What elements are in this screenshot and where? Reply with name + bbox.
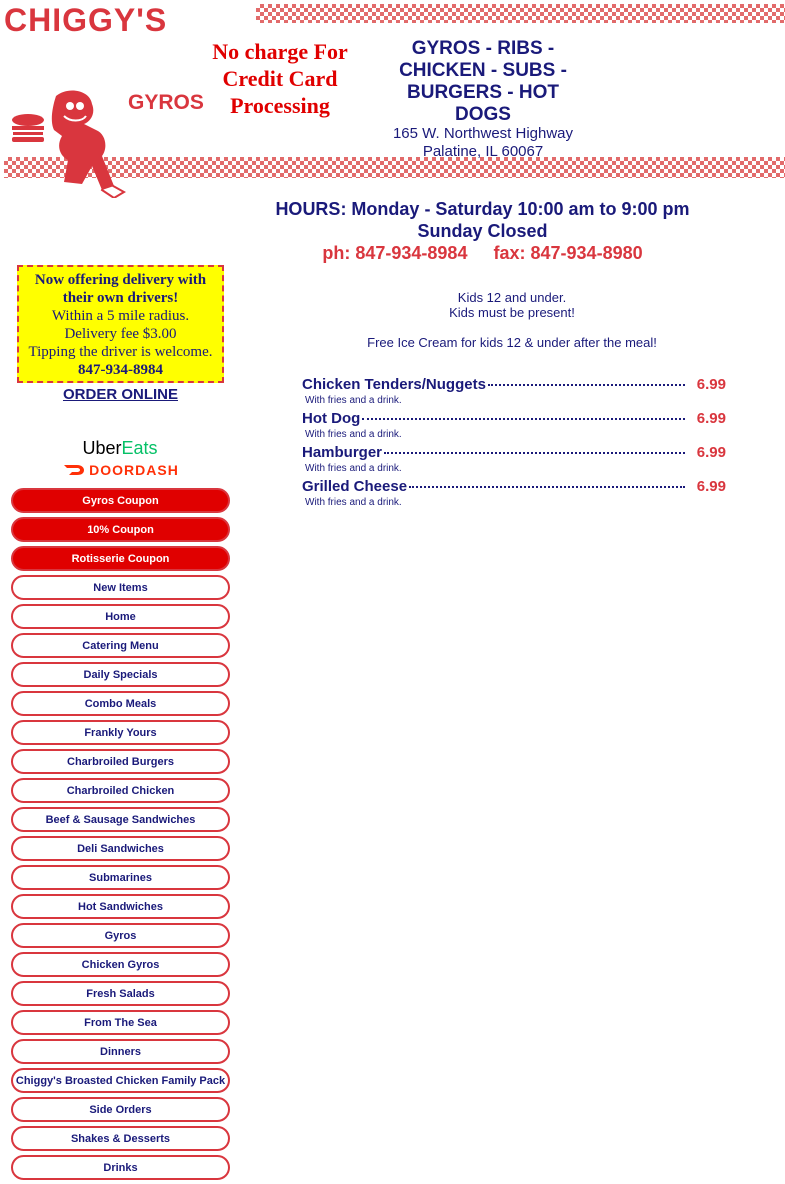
nav-broasted-chicken-family-pack[interactable]: Chiggy's Broasted Chicken Family Pack: [11, 1068, 230, 1093]
address-block: [370, 125, 596, 161]
doordash-icon: [63, 464, 85, 476]
menu-item-price: 6.99: [696, 410, 726, 427]
burger-bun-top: [12, 114, 44, 126]
menu-item-description: With fries and a drink.: [305, 429, 402, 440]
nav-charbroiled-burgers[interactable]: Charbroiled Burgers: [11, 749, 230, 774]
nav-drinks[interactable]: Drinks: [11, 1155, 230, 1180]
menu-item-price: 6.99: [696, 444, 726, 461]
doordash-logo[interactable]: [56, 462, 186, 478]
nav-hot-sandwiches[interactable]: Hot Sandwiches: [11, 894, 230, 919]
menu-item: [302, 478, 726, 512]
menu-item-name: Grilled Cheese: [302, 478, 408, 495]
dot-leader: [384, 451, 685, 454]
uber-eats-label-a: Uber: [82, 438, 122, 458]
nav-home[interactable]: Home: [11, 604, 230, 629]
mascot-gyros-label: GYROS: [128, 91, 204, 114]
menu-item-name: Chicken Tenders/Nuggets: [302, 376, 486, 393]
menu-tagline: GYROS - RIBS - CHICKEN - SUBS - BURGERS - HOT DOGS: [399, 38, 567, 125]
hours-weekdays: HOURS: Monday - Saturday 10:00 am to 9:00 pm: [275, 199, 690, 219]
contact-numbers: [240, 242, 725, 264]
promo-fee: Delivery fee $3.00: [64, 326, 177, 342]
kids-age-note: Kids 12 and under.: [457, 290, 567, 305]
nav-beef-sausage-sandwiches[interactable]: Beef & Sausage Sandwiches: [11, 807, 230, 832]
nav-combo-meals[interactable]: Combo Meals: [11, 691, 230, 716]
nav-rotisserie-coupon[interactable]: Rotisserie Coupon: [11, 546, 230, 571]
nav-new-items[interactable]: New Items: [11, 575, 230, 600]
nav-gyros[interactable]: Gyros: [11, 923, 230, 948]
promo-radius: Within a 5 mile radius.: [51, 308, 190, 324]
burger-patty: [12, 126, 44, 130]
burger-bun-bottom: [12, 137, 44, 142]
nav-catering-menu[interactable]: Catering Menu: [11, 633, 230, 658]
doordash-label: DOORDASH: [89, 462, 179, 478]
nav-side-orders[interactable]: Side Orders: [11, 1097, 230, 1122]
dot-leader: [362, 417, 685, 420]
menu-item-name: Hamburger: [302, 444, 383, 461]
nav-from-the-sea[interactable]: From The Sea: [11, 1010, 230, 1035]
kids-ice-cream-note: Free Ice Cream for kids 12 & under after the meal!: [367, 335, 657, 350]
delivery-promo-box: [17, 265, 224, 383]
promo-headline: Now offering delivery with their own drivers!: [34, 272, 207, 306]
nav-gyros-coupon[interactable]: Gyros Coupon: [11, 488, 230, 513]
address-street: 165 W. Northwest Highway: [392, 125, 574, 142]
menu-item: [302, 410, 726, 444]
menu-item-price: 6.99: [696, 478, 726, 495]
menu-item: [302, 376, 726, 410]
nav-frankly-yours[interactable]: Frankly Yours: [11, 720, 230, 745]
fax-number: fax: 847-934-8980: [493, 243, 643, 263]
dot-leader: [409, 485, 685, 488]
nav-chicken-gyros[interactable]: Chicken Gyros: [11, 952, 230, 977]
promo-phone: 847-934-8984: [78, 362, 163, 378]
hours-sunday: Sunday Closed: [417, 221, 548, 241]
kids-menu-intro: [300, 290, 724, 350]
nav-daily-specials[interactable]: Daily Specials: [11, 662, 230, 687]
order-online-link[interactable]: ORDER ONLINE: [62, 386, 178, 403]
phone-number: ph: 847-934-8984: [322, 243, 468, 263]
nav-submarines[interactable]: Submarines: [11, 865, 230, 890]
nav-dinners[interactable]: Dinners: [11, 1039, 230, 1064]
promo-tipping: Tipping the driver is welcome.: [28, 344, 213, 360]
hours-block: [240, 198, 725, 264]
checker-banner-top: [256, 4, 785, 23]
nav-fresh-salads[interactable]: Fresh Salads: [11, 981, 230, 1006]
sidebar-nav: [11, 488, 230, 1184]
burger-lettuce: [13, 132, 43, 135]
nav-charbroiled-chicken[interactable]: Charbroiled Chicken: [11, 778, 230, 803]
uber-eats-logo[interactable]: [60, 438, 180, 459]
nav-deli-sandwiches[interactable]: Deli Sandwiches: [11, 836, 230, 861]
no-charge-notice: No charge For Credit Card Processing: [212, 39, 348, 118]
menu-item: [302, 444, 726, 478]
nav-shakes-desserts[interactable]: Shakes & Desserts: [11, 1126, 230, 1151]
address-city: Palatine, IL 60067: [422, 143, 544, 160]
menu-item-description: With fries and a drink.: [305, 497, 402, 508]
menu-item-name: Hot Dog: [302, 410, 361, 427]
uber-eats-label-b: Eats: [121, 438, 158, 458]
kids-present-note: Kids must be present!: [449, 305, 575, 320]
menu-item-description: With fries and a drink.: [305, 395, 402, 406]
menu-item-description: With fries and a drink.: [305, 463, 402, 474]
menu-item-price: 6.99: [696, 376, 726, 393]
dot-leader: [488, 383, 685, 386]
nav-10-percent-coupon[interactable]: 10% Coupon: [11, 517, 230, 542]
brand-logo[interactable]: CHIGGY'S: [4, 2, 168, 38]
kids-menu-list: [302, 376, 726, 512]
